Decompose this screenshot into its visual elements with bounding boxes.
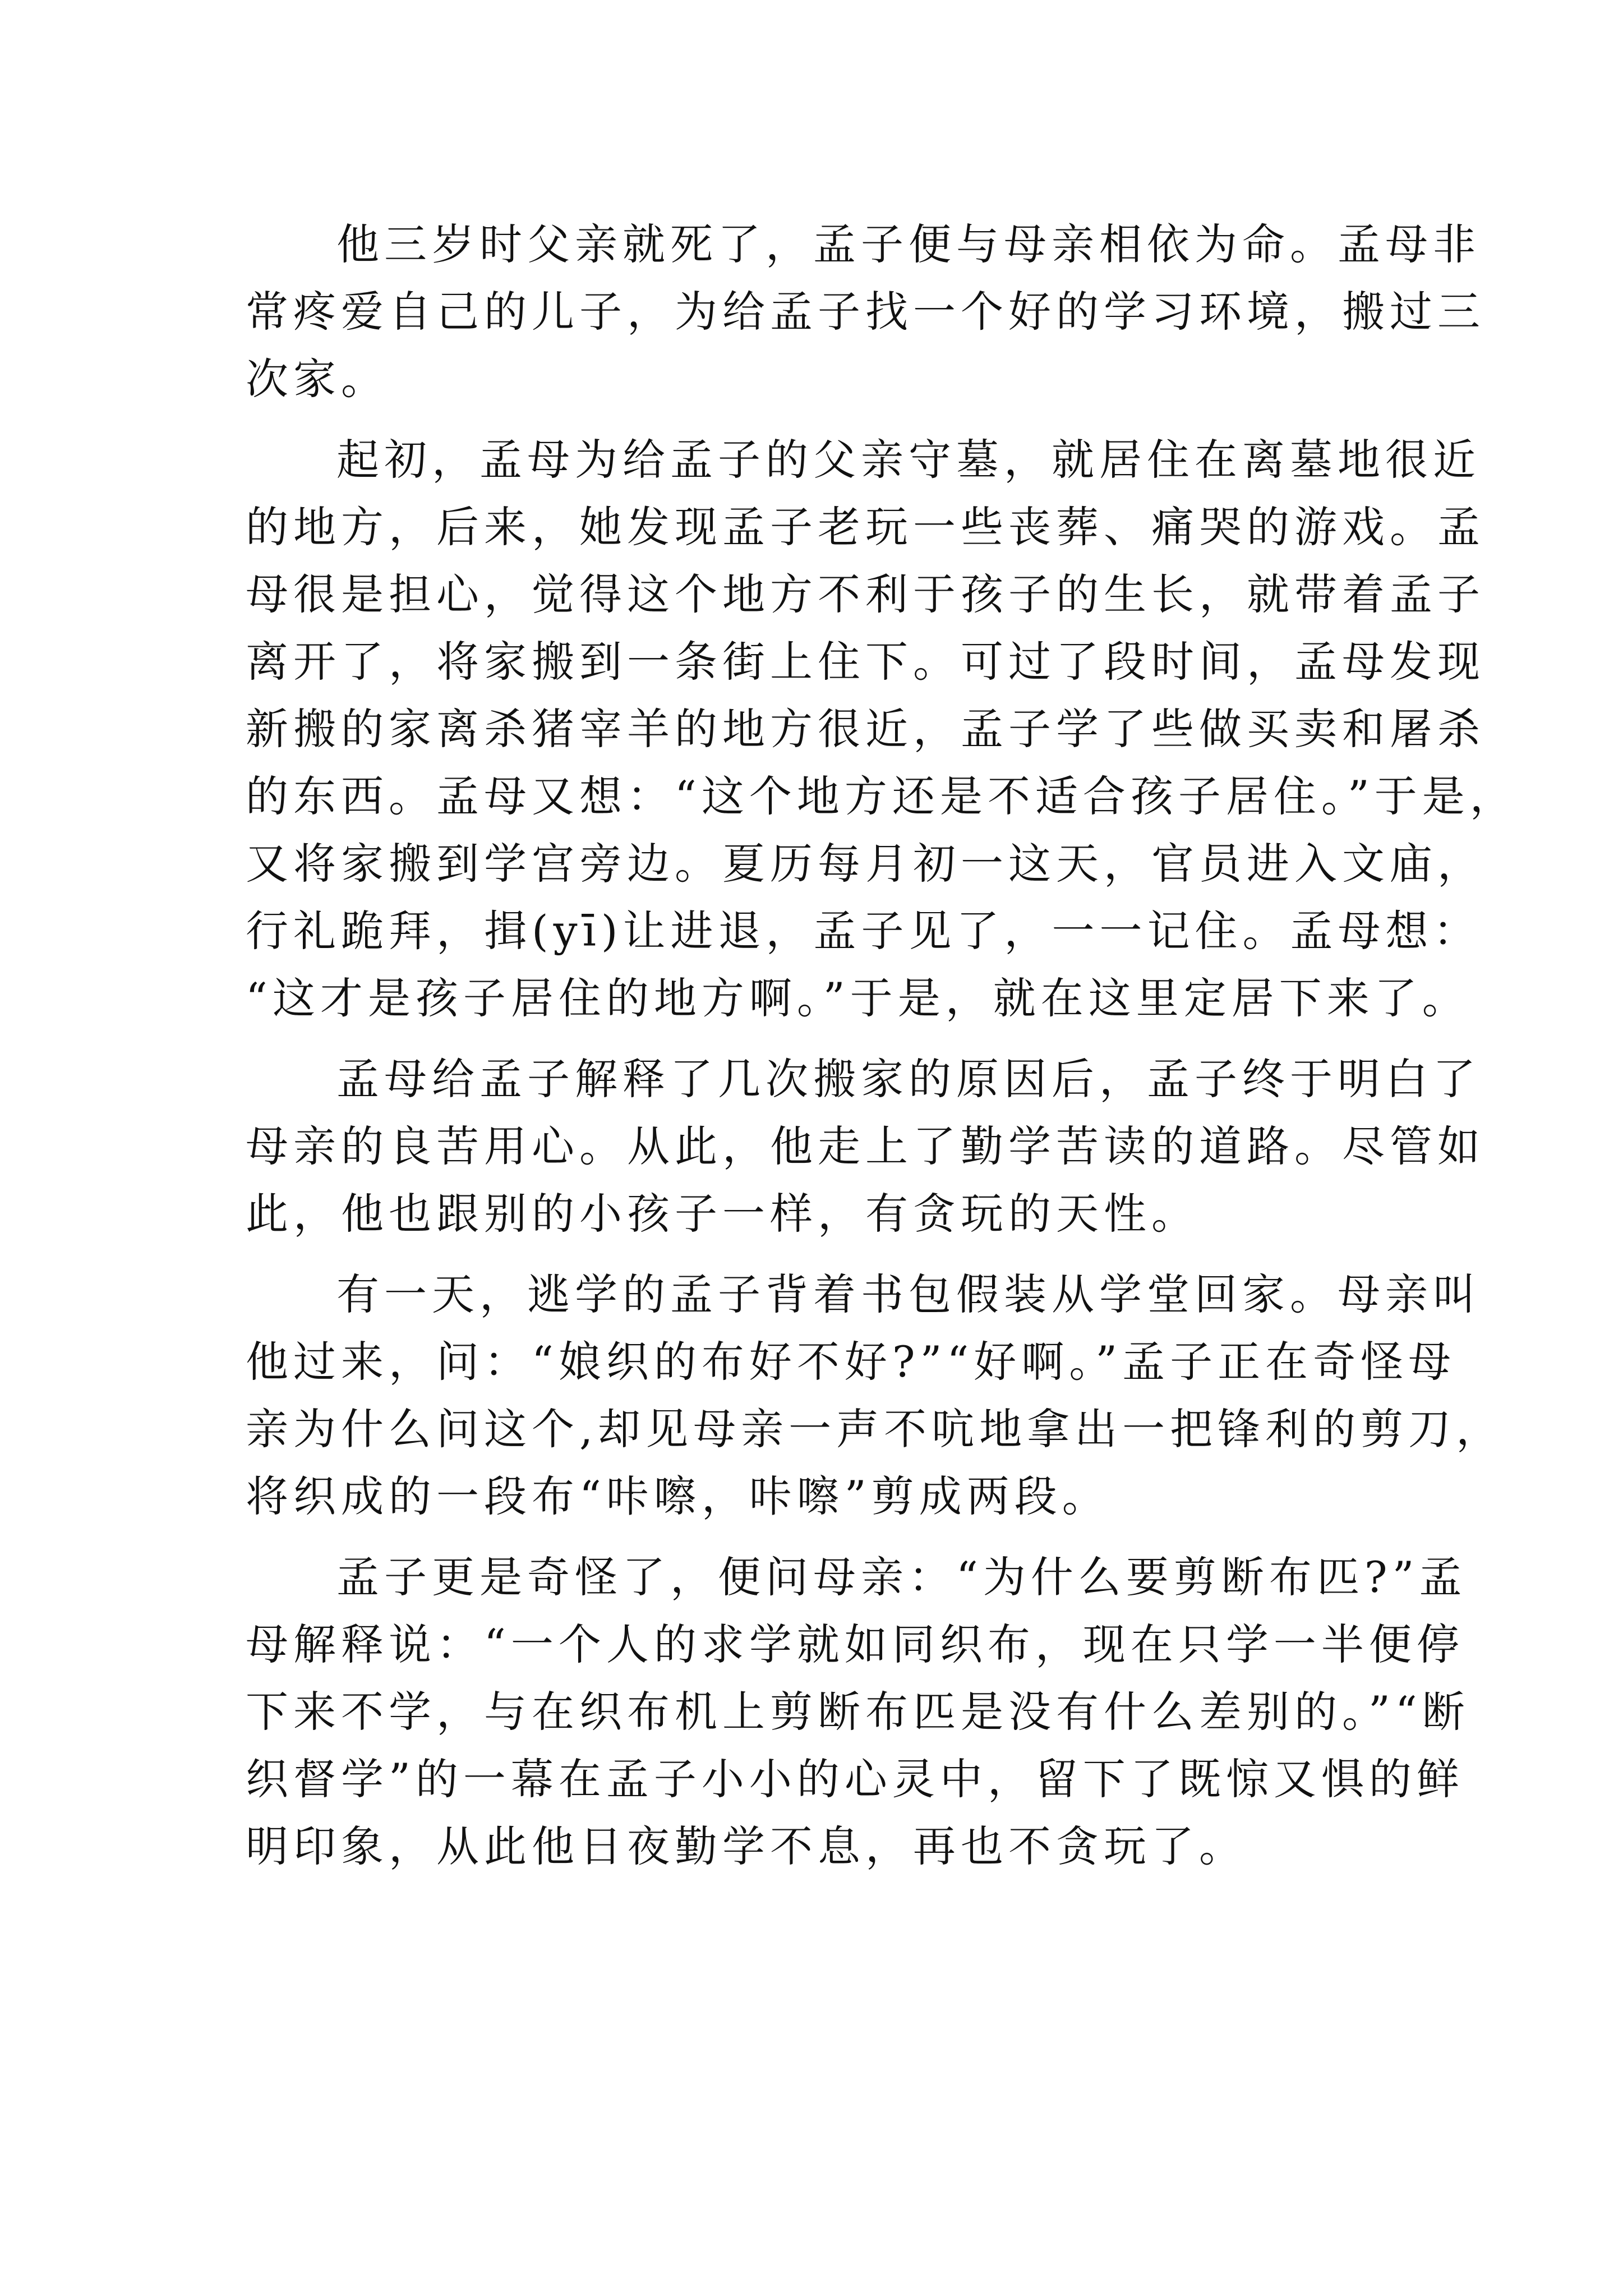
text-line: 离开了，将家搬到一条街上住下。可过了段时间，孟母发现 <box>246 637 1485 687</box>
text-line: 他过来，问：“娘织的布好不好?”“好啊。”孟子正在奇怪母 <box>246 1337 1456 1387</box>
text-line: 母很是担心，觉得这个地方不利于孩子的生长，就带着孟子 <box>246 569 1485 619</box>
text-line: 母亲的良苦用心。从此，他走上了勤学苦读的道路。尽管如 <box>246 1121 1485 1171</box>
text-line: 明印象，从此他日夜勤学不息，再也不贪玩了。 <box>246 1821 1247 1871</box>
text-line: 次家。 <box>246 354 389 404</box>
text-line: 有一天，逃学的孟子背着书包假装从学堂回家。母亲叫 <box>336 1269 1481 1319</box>
text-line: 他三岁时父亲就死了，孟子便与母亲相依为命。孟母非 <box>336 219 1481 269</box>
text-line: 又将家搬到学宫旁边。夏历每月初一这天，官员进入文庙， <box>246 839 1485 889</box>
text-line: “这才是孩子居住的地方啊。”于是，就在这里定居下来了。 <box>246 973 1470 1023</box>
text-line: 下来不学，与在织布机上剪断布匹是没有什么差别的。”“断 <box>246 1687 1470 1737</box>
text-line: 新搬的家离杀猪宰羊的地方很近，孟子学了些做买卖和屠杀 <box>246 704 1485 754</box>
paragraph <box>246 211 1485 413</box>
text-line: 行礼跪拜，揖(yī)让进退，孟子见了，一一记住。孟母想： <box>246 906 1481 956</box>
paragraph <box>246 426 1518 1032</box>
text-line: 亲为什么问这个,却见母亲一声不吭地拿出一把锋利的剪刀， <box>246 1404 1504 1454</box>
paragraph <box>246 1046 1485 1248</box>
text-line: 织督学”的一幕在孟子小小的心灵中，留下了既惊又惧的鲜 <box>246 1754 1464 1804</box>
text-line: 孟母给孟子解释了几次搬家的原因后，孟子终于明白了 <box>336 1054 1481 1104</box>
text-line: 常疼爱自己的儿子，为给孟子找一个好的学习环境，搬过三 <box>246 287 1485 337</box>
text-line: 孟子更是奇怪了，便问母亲：“为什么要剪断布匹?”孟 <box>336 1552 1467 1602</box>
text-line: 母解释说：“一个人的求学就如同织布，现在只学一半便停 <box>246 1619 1464 1669</box>
text-line: 的地方，后来，她发现孟子老玩一些丧葬、痛哭的游戏。孟 <box>246 502 1485 552</box>
text-line: 的东西。孟母又想：“这个地方还是不适合孩子居住。”于是， <box>246 771 1518 821</box>
paragraph <box>246 1544 1470 1880</box>
document-body <box>246 211 1518 1894</box>
text-line: 此，他也跟别的小孩子一样，有贪玩的天性。 <box>246 1189 1199 1239</box>
text-line: 将织成的一段布“咔嚓，咔嚓”剪成两段。 <box>246 1471 1110 1521</box>
paragraph <box>246 1261 1504 1530</box>
text-line: 起初，孟母为给孟子的父亲守墓，就居住在离墓地很近 <box>336 435 1481 485</box>
